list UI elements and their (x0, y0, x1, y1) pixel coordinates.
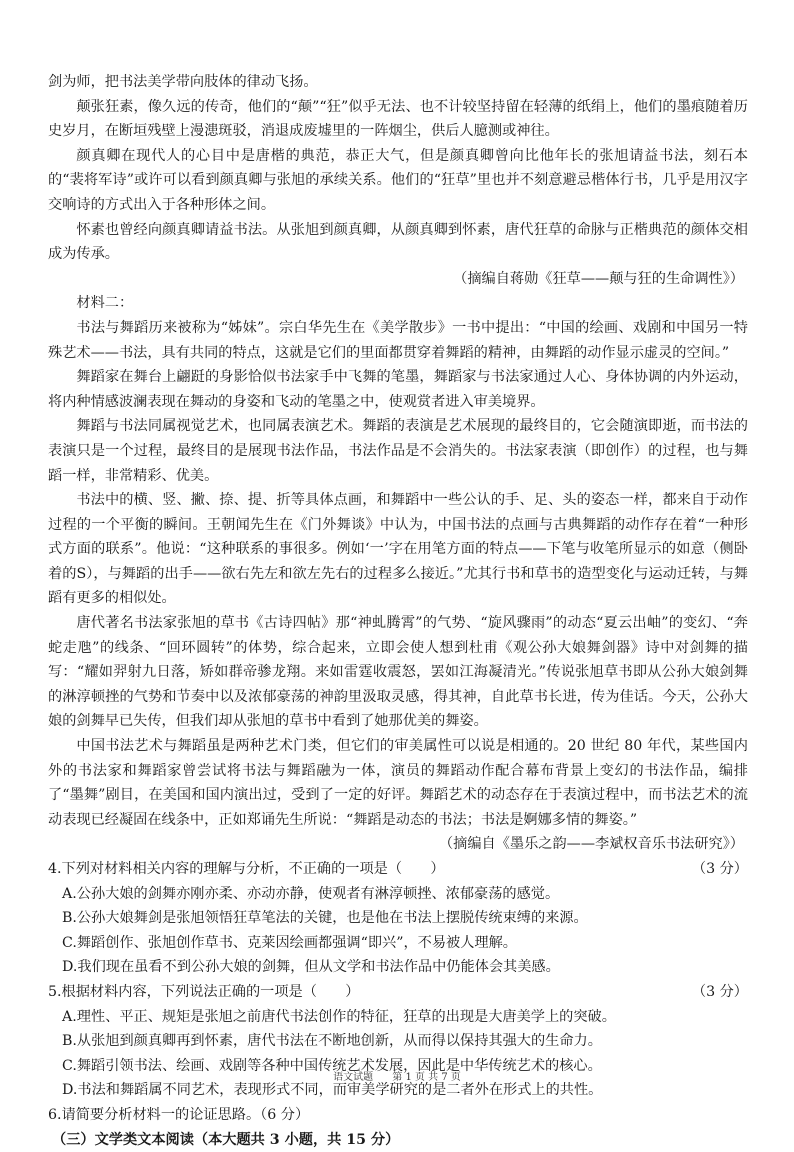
question-score: （3 分） (691, 861, 748, 877)
question-5 (48, 980, 748, 1005)
question-stem: 5.根据材料内容，下列说法正确的一项是（ ） (48, 983, 360, 1000)
option-c: C.舞蹈引领书法、绘画、戏剧等各种中国传统艺术发展，因此是中华传统艺术的核心。 (62, 1057, 602, 1074)
source-citation: （摘编自《墨乐之韵——李斌权音乐书法研究》） (438, 836, 744, 853)
option-c: C.舞蹈创作、张旭创作草书、克莱因绘画都强调“即兴”，不易被人理解。 (62, 934, 517, 951)
question-score: （3 分） (691, 983, 748, 1000)
paragraph: 怀素也曾经向颜真卿请益书法。从张旭到颜真卿，从颜真卿到怀素，唐代狂草的命脉与正楷典范的颜体交相成为传承。 (48, 221, 748, 263)
option-b: B.从张旭到颜真卿再到怀素，唐代书法在不断地创新，从而得以保持其强大的生命力。 (62, 1033, 602, 1050)
section-heading: （三）文学类文本阅读（本大题共 3 小题，共 15 分） (52, 1131, 400, 1148)
page-footer (0, 1068, 794, 1083)
paragraph: 书法中的横、竖、撇、捺、提、折等具体点画，和舞蹈中一些公认的手、足、头的姿态一样，都来自于动作过程的一个平衡的瞬间。王朝闻先生在《门外舞谈》中认为，中国书法的点画与古典舞蹈的动作存在着“一种形式方面的联系”。他说：“这种联系的事很多。例如‘一’字在用笔方面的特点——下笔与收笔所显示的如意（侧卧着的S），与舞蹈的出手——欲右先左和欲左先右的过程多么接近。”尤其行书和草书的造型变化与运动迁转，与舞蹈有更多的相似处。 (48, 492, 748, 607)
paragraph: 颜真卿在现代人的心目中是唐楷的典范，恭正大气，但是颜真卿曾向比他年长的张旭请益书法，刻石本的“裴将军诗”或许可以看到颜真卿与张旭的承续关系。他们的“狂草”里也并不刻意避忌楷体行书，几乎是用汉字交响诗的方式出入于各种形体之间。 (48, 147, 748, 213)
footer-subject: 语文试题 (333, 1072, 374, 1083)
option-a: A.理性、平正、规矩是张旭之前唐代书法创作的特征，狂草的出现是大唐美学上的突破。 (62, 1008, 616, 1025)
paragraph: 唐代著名书法家张旭的草书《古诗四帖》那“神虬腾霄”的气势、“旋风骤雨”的动态“夏云出岫”的变幻、“奔蛇走虺”的线条、“回环圆转”的体势，综合起来，立即会使人想到杜甫《观公孙大娘舞剑器》诗中对剑舞的描写：“耀如羿射九日落，矫如群帝骖龙翔。来如雷霆收震怒，罢如江海凝清光。”传说张旭草书即从公孙大娘剑舞的淋淳顿挫的气势和节奏中以及浓郁豪荡的神韵里汲取灵感，得其神，自此草书长进，传为佳话。今天，公孙大娘的剑舞早已失传，但我们却从张旭的草书中看到了她那优美的舞姿。 (48, 615, 748, 730)
option-a: A.公孙大娘的剑舞亦刚亦柔、亦动亦静，使观者有淋淳顿挫、浓郁豪荡的感觉。 (62, 885, 560, 902)
question-stem: 4.下列对材料相关内容的理解与分析，不正确的一项是（ ） (48, 861, 445, 877)
paragraph: 剑为师，把书法美学带向肢体的律动飞扬。 (48, 74, 318, 90)
question-4 (48, 857, 748, 882)
footer-page-number: 第 1 页 共 7 页 (392, 1072, 461, 1083)
question-6: 6.请简要分析材料一的论证思路。（6 分） (48, 1106, 310, 1123)
paragraph: 书法与舞蹈历来被称为“姊妹”。宗白华先生在《美学散步》一书中提出：“中国的绘画、戏剧和中国另一特殊艺术——书法，具有共同的特点，这就是它们的里面都贯穿着舞蹈的精神，由舞蹈的动作显示虚灵的空间。” (48, 319, 748, 361)
paragraph: 颠张狂素，像久远的传奇，他们的“颠”“狂”似乎无法、也不计较坚持留在轻薄的纸绢上，他们的墨痕随着历史岁月，在断垣残壁上漫漶斑驳，消退成废墟里的一阵烟尘，供后人臆测或神往。 (48, 98, 748, 140)
option-b: B.公孙大娘舞剑是张旭领悟狂草笔法的关键，也是他在书法上摆脱传统束缚的来源。 (62, 910, 588, 927)
source-citation: （摘编自蒋勋《狂草——颠与狂的生命调性》） (453, 270, 744, 287)
paragraph: 舞蹈家在舞台上翩跹的身影恰似书法家手中飞舞的笔墨，舞蹈家与书法家通过人心、身体协调的内外运动，将内种情感波澜表现在舞动的身姿和飞动的笔墨之中，使观赏者进入审美境界。 (48, 369, 748, 410)
paragraph: 中国书法艺术与舞蹈虽是两种艺术门类，但它们的审美属性可以说是相通的。20 世纪 80 年代，某些国内外的书法家和舞蹈家曾尝试将书法与舞蹈融为一体，演员的舞蹈动作配合幕布背景上变幻的书法作品，编排了“墨舞”剧目，在美国和国内演出过，受到了一定的好评。舞蹈艺术的动态存在于表演过程中，而书法艺术的流动表现已经凝固在线条中，正如郑诵先生所说：“舞蹈是动态的书法；书法是婀娜多情的舞姿。” (48, 738, 748, 828)
exam-page (48, 70, 748, 1152)
material-heading: 材料二： (76, 295, 134, 312)
option-d: D.我们现在虽看不到公孙大娘的剑舞，但从文学和书法作品中仍能体会其美感。 (62, 959, 560, 976)
option-d: D.书法和舞蹈属不同艺术，表现形式不同，而审美学研究的是二者外在形式上的共性。 (62, 1082, 603, 1099)
paragraph: 舞蹈与书法同属视觉艺术，也同属表演艺术。舞蹈的表演是艺术展现的最终目的，它会随演即逝，而书法的表演只是一个过程，最终目的是展现书法作品，书法作品是不会消失的。书法家表演（即创作）的过程，也与舞蹈一样，非常精彩、优美。 (48, 418, 748, 484)
